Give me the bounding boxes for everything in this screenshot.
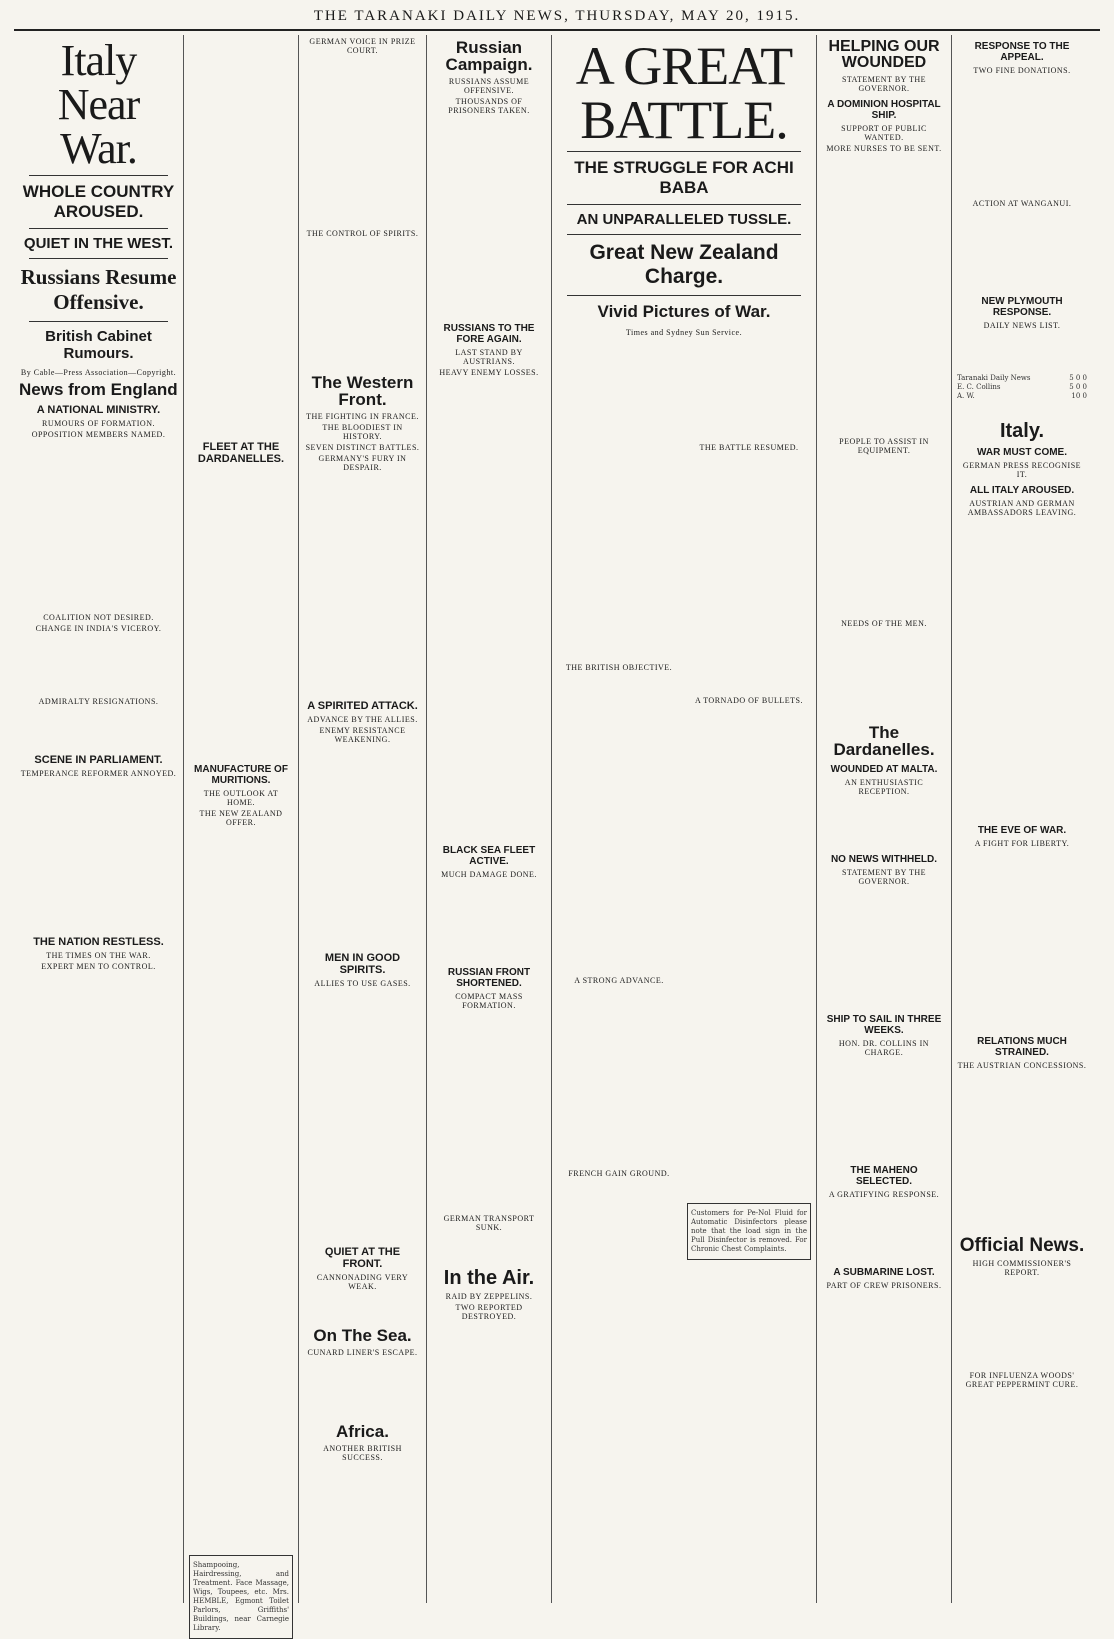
body-text: [304, 990, 421, 1240]
head-battle-resumed: THE BATTLE RESUMED.: [699, 443, 799, 452]
head-nz-offer: THE NEW ZEALAND OFFER.: [199, 809, 283, 827]
body-text: [432, 1012, 546, 1212]
head-black-sea: BLACK SEA FLEET ACTIVE.: [442, 845, 536, 867]
head-high-commissioner: HIGH COMMISSIONER'S REPORT.: [972, 1259, 1072, 1277]
body-text: [19, 780, 178, 930]
section-on-the-sea: On The Sea.: [313, 1326, 412, 1345]
head-german-transport: GERMAN TRANSPORT SUNK.: [443, 1214, 535, 1232]
head-action-wanganui: ACTION AT WANGANUI.: [972, 199, 1072, 208]
body-text: [189, 829, 293, 1549]
body-text: [957, 210, 1087, 290]
head-russians-fore: RUSSIANS TO THE FORE AGAIN.: [443, 323, 535, 345]
columns: [14, 35, 1100, 1632]
head-daily-news-list: DAILY NEWS LIST.: [983, 321, 1061, 330]
body-text: [19, 441, 178, 611]
head-india-viceroy: CHANGE IN INDIA'S VICEROY.: [35, 624, 162, 633]
head-spirited-attack: A SPIRITED ATTACK.: [307, 700, 418, 712]
head-times-war: THE TIMES ON THE WAR.: [46, 951, 151, 960]
body-text: [822, 1201, 946, 1261]
head-bloodiest: THE BLOODIEST IN HISTORY.: [322, 423, 403, 441]
body-text: [822, 1059, 946, 1159]
body-text: [304, 1359, 421, 1419]
head-war-must-come: WAR MUST COME.: [977, 447, 1067, 458]
head-dr-collins: HON. DR. COLLINS IN CHARGE.: [838, 1039, 930, 1057]
body-text: [822, 888, 946, 1008]
head-cannonading: CANNONADING VERY WEAK.: [316, 1273, 409, 1291]
body-text: [822, 1292, 946, 1362]
body-text: [19, 973, 178, 1373]
head-enemy-weakening: ENEMY RESISTANCE WEAKENING.: [319, 726, 406, 744]
head-austrian-concessions: THE AUSTRIAN CONCESSIONS.: [957, 1061, 1087, 1070]
body-text: [687, 454, 811, 694]
head-germany-fury: GERMANY'S FURY IN DESPAIR.: [318, 454, 407, 472]
deck-quiet-west: QUIET IN THE WEST.: [23, 235, 174, 252]
head-ambassadors: AUSTRIAN AND GERMAN AMBASSADORS LEAVING.: [967, 499, 1077, 517]
body-text: [822, 155, 946, 435]
head-maheno: THE MAHENO SELECTED.: [850, 1165, 918, 1187]
column-6: [817, 35, 952, 1603]
body-text: [822, 630, 946, 720]
headline-italy: Italy Near War.: [57, 36, 140, 173]
body-text: [304, 1464, 421, 1524]
head-nation-restless: THE NATION RESTLESS.: [33, 936, 164, 948]
advertisement-penol: [687, 1203, 811, 1260]
section-helping-wounded: HELPING OUR WOUNDED: [828, 38, 940, 71]
head-manufacture-munitions: MANUFACTURE OF MURITIONS.: [194, 764, 288, 786]
deck-vivid-pictures: Vivid Pictures of War.: [597, 302, 771, 321]
column-3: [299, 35, 427, 1603]
head-submarine-lost: A SUBMARINE LOST.: [833, 1267, 935, 1278]
body-text: [432, 1234, 546, 1264]
head-response-appeal: RESPONSE TO THE APPEAL.: [974, 41, 1070, 63]
head-np-response: NEW PLYMOUTH RESPONSE.: [981, 296, 1063, 318]
head-men-good-spirits: MEN IN GOOD SPIRITS.: [324, 952, 401, 976]
head-gratifying: A GRATIFYING RESPONSE.: [828, 1190, 940, 1199]
body-text: [822, 457, 946, 617]
head-hospital-ship: A DOMINION HOSPITAL SHIP.: [827, 99, 941, 121]
head-temperance: TEMPERANCE REFORMER ANNOYED.: [20, 769, 177, 778]
body-text: [957, 850, 1087, 1030]
body-text: [19, 708, 178, 748]
section-western-front: The Western Front.: [311, 373, 414, 409]
head-people-assist: PEOPLE TO ASSIST IN EQUIPMENT.: [839, 437, 929, 455]
section-in-the-air: In the Air.: [443, 1267, 535, 1289]
headline-great-battle: A GREAT BATTLE.: [575, 36, 793, 150]
head-allies-gases: ALLIES TO USE GASES.: [314, 979, 411, 988]
column-5: [552, 35, 817, 1603]
head-french-gain: FRENCH GAIN GROUND.: [568, 1169, 670, 1178]
body-text: [957, 519, 1087, 819]
head-support-public: SUPPORT OF PUBLIC WANTED.: [841, 124, 927, 142]
head-coalition: COALITION NOT DESIRED.: [43, 613, 154, 622]
body-text: [304, 474, 421, 694]
head-cunard: CUNARD LINER'S ESCAPE.: [307, 1348, 418, 1357]
list-item: E. C. Collins 5 0 0: [957, 383, 1087, 391]
body-text: [557, 987, 681, 1167]
head-russians-offensive: RUSSIANS ASSUME OFFENSIVE.: [448, 77, 530, 95]
head-fleet-dardanelles: FLEET AT THE DARDANELLES.: [197, 441, 285, 465]
head-advance-allies: ADVANCE BY THE ALLIES.: [307, 715, 418, 724]
section-africa: Africa.: [336, 1422, 389, 1441]
head-two-donations: TWO FINE DONATIONS.: [973, 66, 1071, 75]
head-compact-mass: COMPACT MASS FORMATION.: [455, 992, 523, 1010]
deck-unparalleled: AN UNPARALLELED TUSSLE.: [576, 211, 792, 228]
head-british-success: ANOTHER BRITISH SUCCESS.: [323, 1444, 402, 1462]
column-7: [952, 35, 1092, 1603]
body-text: [957, 77, 1087, 197]
body-text: [557, 341, 681, 661]
deck-whole-country: WHOLE COUNTRY AROUSED.: [22, 182, 175, 221]
body-text: [304, 746, 421, 946]
section-official-news: Official News.: [959, 1235, 1085, 1256]
head-opposition: OPPOSITION MEMBERS NAMED.: [31, 430, 166, 439]
list-item: Taranaki Daily News 5 0 0: [957, 374, 1087, 382]
head-no-news-withheld: NO NEWS WITHHELD.: [830, 854, 938, 865]
body-text: [822, 798, 946, 848]
body-text: [19, 635, 178, 695]
head-influenza: FOR INFLUENZA WOODS' GREAT PEPPERMINT CURE.: [965, 1371, 1079, 1389]
deck-nz-charge: Great New Zealand Charge.: [589, 241, 779, 288]
head-tornado-bullets: A TORNADO OF BULLETS.: [695, 696, 803, 705]
body-text: [304, 240, 421, 370]
body-text: [432, 379, 546, 839]
body-text: [957, 1072, 1087, 1232]
body-text: [687, 707, 811, 1197]
head-fight-liberty: A FIGHT FOR LIBERTY.: [974, 839, 1070, 848]
head-british-objective: THE BRITISH OBJECTIVE.: [565, 663, 673, 672]
body-text: [432, 117, 546, 317]
deck-british-cabinet: British Cabinet Rumours.: [45, 328, 152, 362]
head-scene-parliament: SCENE IN PARLIAMENT.: [34, 754, 163, 766]
column-4: [427, 35, 552, 1603]
head-statement-governor-2: STATEMENT BY THE GOVERNOR.: [841, 868, 927, 886]
head-all-italy: ALL ITALY AROUSED.: [969, 485, 1075, 496]
credit-line: Times and Sydney Sun Service.: [625, 328, 743, 337]
head-crew-prisoners: PART OF CREW PRISONERS.: [826, 1281, 942, 1290]
body-text: [687, 341, 811, 441]
head-two-destroyed: TWO REPORTED DESTROYED.: [455, 1303, 523, 1321]
head-much-damage: MUCH DAMAGE DONE.: [441, 870, 537, 879]
advertisement-hairdressing: [189, 1555, 293, 1639]
body-text: [432, 881, 546, 961]
battle-text-columns: [557, 339, 811, 1322]
head-heavy-losses: HEAVY ENEMY LOSSES.: [439, 368, 539, 377]
column-2: [184, 35, 299, 1632]
head-raid-zeppelins: RAID BY ZEPPELINS.: [445, 1292, 533, 1301]
head-ship-sail: SHIP TO SAIL IN THREE WEEKS.: [826, 1014, 942, 1036]
body-text: [304, 1293, 421, 1323]
head-fighting-france: THE FIGHTING IN FRANCE.: [306, 412, 419, 421]
head-seven-battles: SEVEN DISTINCT BATTLES.: [305, 443, 420, 452]
head-rumours: RUMOURS OF FORMATION.: [42, 419, 155, 428]
subscription-list: [957, 374, 1087, 401]
head-german-press: GERMAN PRESS RECOGNISE IT.: [962, 461, 1082, 479]
head-admiralty: ADMIRALTY RESIGNATIONS.: [38, 697, 159, 706]
head-more-nurses: MORE NURSES TO BE SENT.: [826, 144, 942, 153]
head-eve-war: THE EVE OF WAR.: [977, 825, 1067, 836]
credit-line: By Cable—Press Association—Copyright.: [20, 368, 177, 377]
section-italy: Italy.: [999, 420, 1045, 442]
deck-russians: Russians Resume Offensive.: [20, 265, 177, 314]
masthead: THE TARANAKI DAILY NEWS, THURSDAY, MAY 20, 1915.: [14, 8, 1100, 31]
advertisement-penol-text: Customers for Pe-Nol Fluid for Automatic Disinfectors please note that the load sign in the Pull Disinfector is removed. For Chronic Chest Complaints.: [691, 1209, 807, 1253]
head-expert-men: EXPERT MEN TO CONTROL.: [41, 962, 156, 971]
head-last-stand: LAST STAND BY AUSTRIANS.: [455, 348, 523, 366]
head-needs-men: NEEDS OF THE MEN.: [841, 619, 927, 628]
head-relations-strained: RELATIONS MUCH STRAINED.: [977, 1036, 1067, 1058]
body-text: [957, 332, 1087, 372]
body-text: [557, 1180, 681, 1320]
head-outlook-home: THE OUTLOOK AT HOME.: [203, 789, 279, 807]
head-wounded-malta: WOUNDED AT MALTA.: [830, 764, 938, 775]
section-russian-campaign: Russian Campaign.: [445, 38, 533, 74]
advertisement-hairdressing-text: Shampooing, Hairdressing, and Treatment. Face Massage, Wigs, Toupees, etc. Mrs. HEMBLE, Egmont Toilet Parlors, Griffiths' Buildings, near Carnegie Library.: [193, 1561, 289, 1632]
head-statement-governor: STATEMENT BY THE GOVERNOR.: [841, 75, 927, 93]
body-text: [957, 1279, 1087, 1369]
section-news-england: News from England: [19, 380, 178, 399]
body-text: [557, 674, 681, 974]
section-dardanelles: The Dardanelles.: [833, 723, 935, 759]
head-russian-front: RUSSIAN FRONT SHORTENED.: [447, 967, 531, 989]
column-1: [14, 35, 184, 1603]
body-text: [304, 57, 421, 227]
head-enthusiastic: AN ENTHUSIASTIC RECEPTION.: [844, 778, 924, 796]
body-text: [189, 468, 293, 758]
head-strong-advance: A STRONG ADVANCE.: [574, 976, 664, 985]
list-item: A. W. 10 0: [957, 392, 1087, 400]
head-national-ministry: A NATIONAL MINISTRY.: [36, 404, 161, 416]
head-german-prize-court: GERMAN VOICE IN PRIZE COURT.: [309, 37, 416, 55]
body-text: [432, 1323, 546, 1493]
head-thousands-prisoners: THOUSANDS OF PRISONERS TAKEN.: [448, 97, 530, 115]
deck-achi-baba: THE STRUGGLE FOR ACHI BABA: [574, 158, 794, 197]
head-control-spirits: THE CONTROL OF SPIRITS.: [306, 229, 419, 238]
head-quiet-front: QUIET AT THE FRONT.: [324, 1246, 401, 1270]
